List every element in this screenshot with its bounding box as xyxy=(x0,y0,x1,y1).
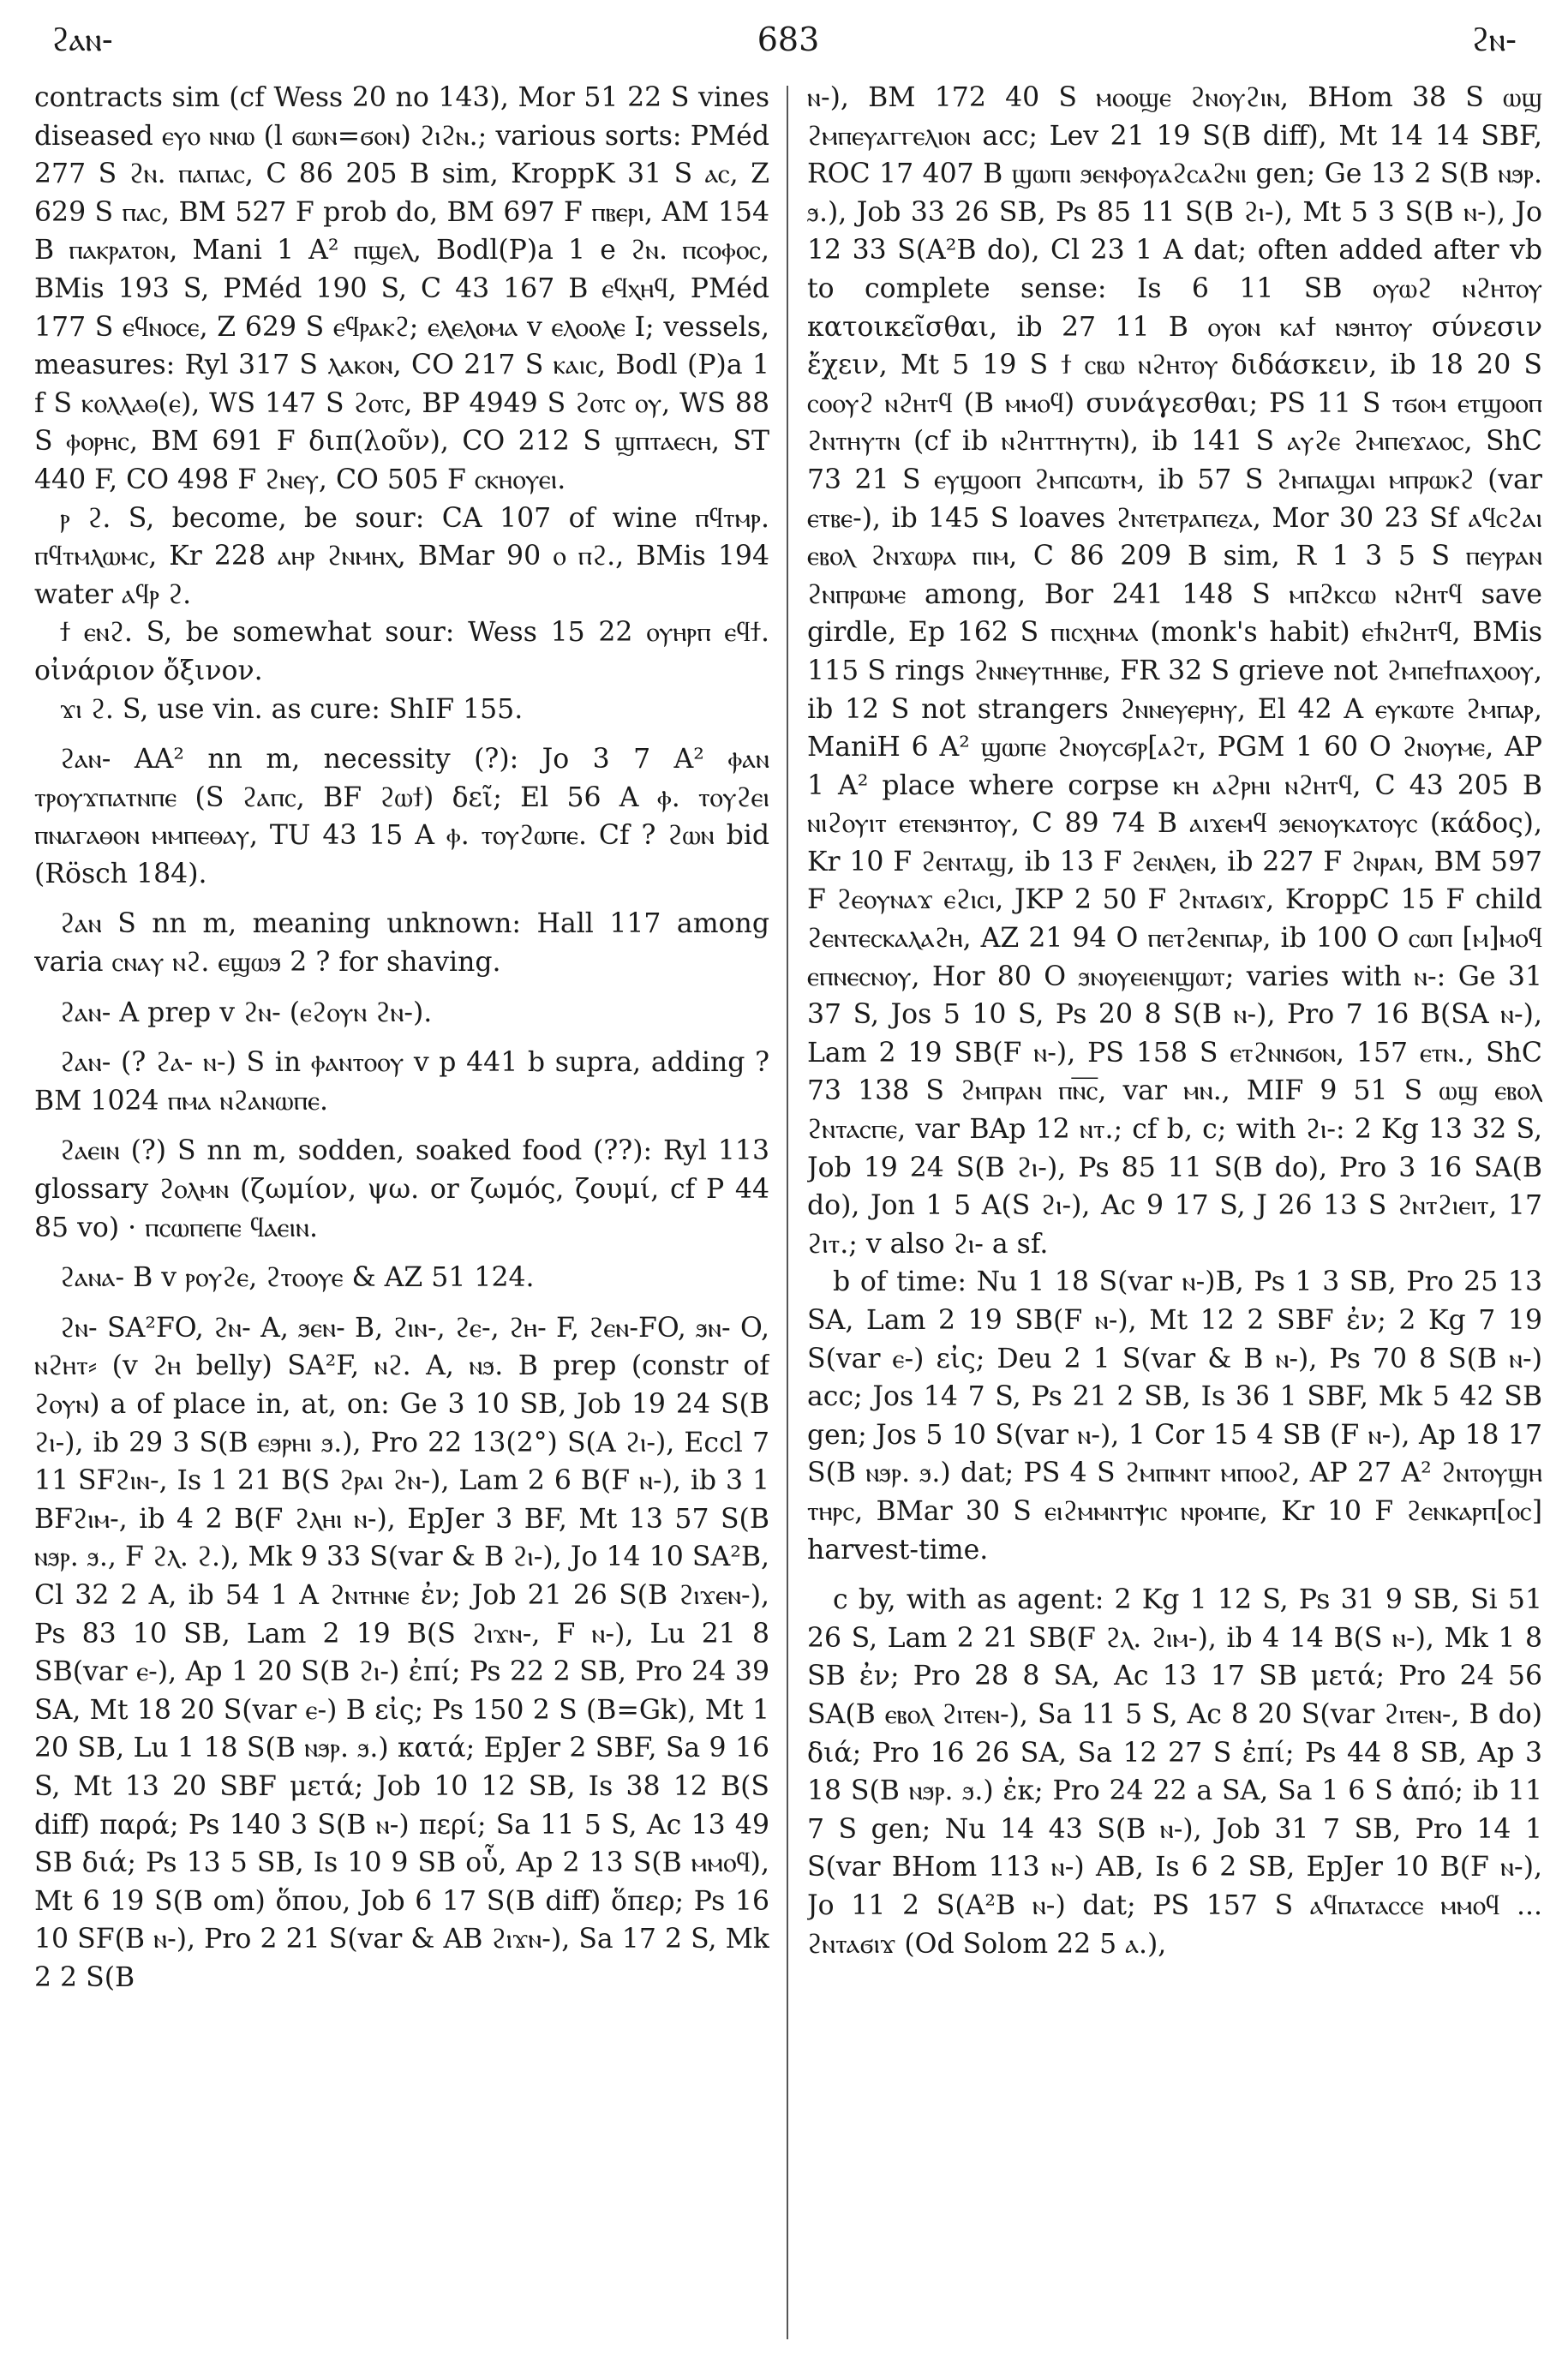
paragraph: ϯ ⲉⲛϩ. S, be somewhat sour: Wess 15 22 ⲟⲩⲏⲣⲡ ⲉϥϯ. οἰνάριον ὄξινον. xyxy=(34,617,769,686)
paragraph: b of time: Nu 1 18 S(var ⲛ-)B, Ps 1 3 SB, Pro 25 13 SA, Lam 2 19 SB(F ⲛ-), Mt 12 2 SBF ἐν; 2 Kg 7 19 S(var ⲉ-) εἰς; Deu 2 1 S(var & B ⲛ-), Ps 70 8 S(B ⲛ-) acc; Jos 14 7 S, Ps 21 2 SB, Is 36 1 SBF, Mk 5 42 SB gen; Jos 5 10 S(var ⲛ-), 1 Cor 15 4 SB (F ⲛ-), Ap 18 17 S(B ⲛϧⲣ. ϧ.) dat; PS 4 S ϩⲙⲡⲙⲛⲧ ⲙⲡⲟⲟϩ, AP 27 A² ϩⲛⲧⲟⲩϣⲏ ⲧⲏⲣⲥ, BMar 30 S ⲉⲓϩⲙⲙⲛⲧⲯⲓⲥ ⲛⲣⲟⲙⲡⲉ, Kr 10 F ϩⲉⲛⲕⲁⲣⲡ[ⲟⲥ] harvest-time. xyxy=(807,1266,1542,1566)
paragraph: ϩⲛ- SA²FO, ϩⲛ- A, ϧⲉⲛ- B, ϩⲓⲛ-, ϩⲉ-, ϩⲏ- F, ϩⲉⲛ-FO, ϧⲛ- O, ⲛϩⲏⲧ⸗ (v ϩⲏ belly) SA²F, ⲛϩ. A, ⲛϧ. B prep (constr of ϩⲟⲩⲛ) a of place in, at, on: Ge 3 10 SB, Job 19 24 S(B ϩⲓ-), ib 29 3 S(B ⲉϧⲣⲏⲓ ϧ.), Pro 22 13(2°) S(A ϩⲓ-), Eccl 7 11 SFϩⲓⲛ-, Is 1 21 B(S ϩⲣⲁⲓ ϩⲛ-), Lam 2 6 B(F ⲛ-), ib 3 1 BFϩⲓⲙ-, ib 4 2 B(F ϩⲗⲏⲓ ⲛ-), EpJer 3 BF, Mt 13 57 S(B ⲛϧⲣ. ϧ., F ϩⲗ. ϩ.), Mk 9 33 S(var & B ϩⲓ-), Jo 14 10 SA²B, Cl 32 2 A, ib 54 1 A ϩⲛⲧⲏⲛⲉ ἐν; Job 21 26 S(B ϩⲓϫⲉⲛ-), Ps 83 10 SB, Lam 2 19 B(S ϩⲓϫⲛ-, F ⲛ-), Lu 21 8 SB(var ⲉ-), Ap 1 20 S(B ϩⲓ-) ἐπί; Ps 22 2 SB, Pro 24 39 SA, Mt 18 20 S(var ⲉ-) B εἰς; Ps 150 2 S (B=Gk), Mt 1 20 SB, Lu 1 18 S(B ⲛϧⲣ. ϧ.) κατά; EpJer 2 SBF, Sa 9 16 S, Mt 13 20 SBF μετά; Job 10 12 SB, Is 38 12 B(S diff) παρά; Ps 140 3 S(B ⲛ-) περί; Sa 11 5 S, Ac 13 49 SB διά; Ps 13 5 SB, Is 10 9 SB οὗ, Ap 2 13 S(B ⲙⲙⲟϥ), Mt 6 19 S(B om) ὅπου, Job 6 17 S(B diff) ὅπερ; Ps 16 10 SF(B ⲛ-), Pro 2 21 S(var & AB ϩⲓϫⲛ-), Sa 17 2 S, Mk 2 2 S(B xyxy=(34,1312,769,1993)
header-right-headword: ϩⲛ- xyxy=(1471,21,1517,58)
paragraph: contracts sim (cf Wess 20 no 143), Mor 51 22 S vines diseased ⲉⲩⲟ ⲛⲛⲱ (l ϭⲱⲛ=ϭⲟⲛ) ϩⲓϩⲛ.; various sorts: PMéd 277 S ϩⲛ. ⲡⲁⲡⲁⲥ, C 86 205 B sim, KroppK 31 S ⲁⲥ, Z 629 S ⲡⲁⲥ, BM 527 F prob do, BM 697 F ⲡⲃⲉⲣⲓ, AM 154 B ⲡⲁⲕⲣⲁⲧⲟⲛ, Mani 1 A² ⲡϣⲉⲗ, Bodl(P)a 1 e ϩⲛ. ⲡⲥⲟⲫⲟⲥ, BMis 193 S, PMéd 190 S, C 43 167 B ⲉϥⲭⲏϥ, PMéd 177 S ⲉϥⲛⲟⲥⲉ, Z 629 S ⲉϥⲣⲁⲕϩ; ⲉⲗⲉⲗⲟⲙⲁ v ⲉⲗⲟⲟⲗⲉ I; vessels, measures: Ryl 317 S ⲗⲁⲕⲟⲛ, CO 217 S ⲕⲁⲓⲥ, Bodl (P)a 1 f S ⲕⲟⲗⲗⲁⲑ(ⲉ), WS 147 S ϩⲟⲧⲥ, BP 4949 S ϩⲟⲧⲥ ⲟⲩ, WS 88 S ⲫⲟⲣⲏⲥ, BM 691 F διπ(λοῦν), CO 212 S ϣⲡⲧⲁⲉⲥⲏ, ST 440 F, CO 498 F ϩⲛⲉⲩ, CO 505 F ⲥⲕⲏⲟⲩⲉⲓ. xyxy=(34,82,769,495)
paragraph: ϩⲁⲛ- AA² nn m, necessity (?): Jo 3 7 A² ⲫⲁⲛ ⲧⲣⲟⲩϫⲡⲁⲧⲛⲡⲉ (S ϩⲁⲡⲥ, BF ϩⲱϯ) δεῖ; El 56 A ⲫ. ⲧⲟⲩϩⲉⲓ ⲡⲛⲁⲅⲁⲑⲟⲛ ⲙⲙⲡⲉⲑⲁⲩ, TU 43 15 A ⲫ. ⲧⲟⲩϩⲱⲡⲉ. Cf ? ϩⲱⲛ bid (Rösch 184). xyxy=(34,744,769,889)
paragraph: ϩⲁⲛ S nn m, meaning unknown: Hall 117 among varia ⲥⲛⲁⲩ ⲛϩ. ⲉϣⲱϧ 2 ? for shaving. xyxy=(34,908,769,979)
paragraph: ϩⲁⲉⲓⲛ (?) S nn m, sodden, soaked food (??): Ryl 113 glossary ϩⲟⲗⲙⲛ (ζωμίον, ψω. or ζωμός, ζουμί, cf P 44 85 vo) · ⲡⲥⲱⲡⲉⲡⲉ ϥⲁⲉⲓⲛ. xyxy=(34,1135,769,1243)
paragraph: c by, with as agent: 2 Kg 1 12 S, Ps 31 9 SB, Si 51 26 S, Lam 2 21 SB(F ϩⲗ. ϩⲓⲙ-), ib 4 14 B(S ⲛ-), Mk 1 8 SB ἐν; Pro 28 8 SA, Ac 13 17 SB μετά; Pro 24 56 SA(B ⲉⲃⲟⲗ ϩⲓⲧⲉⲛ-), Sa 11 5 S, Ac 8 20 S(var ϩⲓⲧⲉⲛ-, B do) διά; Pro 16 26 SA, Sa 12 27 S ἐπί; Ps 44 8 SB, Ap 3 18 S(B ⲛϧⲣ. ϧ.) ἐκ; Pro 24 22 a SA, Sa 1 6 S ἀπό; ib 11 7 S gen; Nu 14 43 S(B ⲛ-), Job 31 7 SB, Pro 14 1 S(var BHom 113 ⲛ-) AB, Is 6 2 SB, EpJer 10 B(F ⲛ-), Jo 11 2 S(A²B ⲛ-) dat; PS 157 S ⲁϥⲡⲁⲧⲁⲥⲥⲉ ⲙⲙⲟϥ ... ϩⲛⲧⲁϭⲓϫ (Od Solom 22 5 ⲁ.), xyxy=(807,1584,1542,1960)
right-column xyxy=(807,79,1542,2341)
header-left-headword: ϩⲁⲛ- xyxy=(51,21,113,58)
paragraph: ⲛ-), BM 172 40 S ⲙⲟⲟϣⲉ ϩⲛⲟⲩϩⲓⲛ, BHom 38 S ⲱϣ ϩⲙⲡⲉⲩⲁⲅⲅⲉⲗⲓⲟⲛ acc; Lev 21 19 S(B diff), Mt 14 14 SBF, ROC 17 407 B ϣⲱⲡⲓ ϧⲉⲛⲫⲟⲩⲁϩⲥⲁϩⲛⲓ gen; Ge 13 2 S(B ⲛϧⲣ. ϧ.), Job 33 26 SB, Ps 85 11 S(B ϩⲓ-), Mt 5 3 S(B ⲛ-), Jo 12 33 S(A²B do), Cl 23 1 A dat; often added after vb to complete sense: Is 6 11 SB ⲟⲩⲱϩ ⲛϩⲏⲧⲟⲩ κατοικεῖσθαι, ib 27 11 B ⲟⲩⲟⲛ ⲕⲁϯ ⲛϧⲏⲧⲟⲩ σύνεσιν ἔχειν, Mt 5 19 S ϯ ⲥⲃⲱ ⲛϩⲏⲧⲟⲩ διδάσκειν, ib 18 20 S ⲥⲟⲟⲩϩ ⲛϩⲏⲧϥ (B ⲙⲙⲟϥ) συνάγεσθαι; PS 11 S ⲧϭⲟⲙ ⲉⲧϣⲟⲟⲡ ϩⲛⲧⲏⲩⲧⲛ (cf ib ⲛϩⲏⲧⲧⲏⲩⲧⲛ), ib 141 S ⲁⲩϩⲉ ϩⲙⲡⲉϫⲁⲟⲥ, ShC 73 21 S ⲉⲩϣⲟⲟⲡ ϩⲙⲡⲥⲱⲧⲙ, ib 57 S ϩⲙⲡⲁϣⲁⲓ ⲙⲡⲣⲱⲕϩ (var ⲉⲧⲃⲉ-), ib 145 S loaves ϩⲛⲧⲉⲧⲣⲁⲡⲉⲍⲁ, Mor 30 23 Sf ⲁϥⲥϩⲁⲓ ⲉⲃⲟⲗ ϩⲛϫⲱⲣⲁ ⲡⲓⲙ, C 86 209 B sim, R 1 3 5 S ⲡⲉⲩⲣⲁⲛ ϩⲛⲡⲣⲱⲙⲉ among, Bor 241 148 S ⲙⲡϩⲕⲥⲱ ⲛϩⲏⲧϥ save girdle, Ep 162 S ⲡⲓⲥⲭⲏⲙⲁ (monk's habit) ⲉϯⲛϩⲏⲧϥ, BMis 115 S rings ϩⲛⲛⲉⲩⲧⲏⲏⲃⲉ, FR 32 S grieve not ϩⲙⲡⲉϯⲡⲁⲭⲟⲟⲩ, ib 12 S not strangers ϩⲛⲛⲉⲩⲉⲣⲏⲩ, El 42 A ⲉⲩⲕⲱⲧⲉ ϩⲙⲡⲁⲣ, ManiH 6 A² ϣⲱⲡⲉ ϩⲛⲟⲩⲥϭⲣ[ⲁϩⲧ, PGM 1 60 O ϩⲛⲟⲩⲙⲉ, AP 1 A² place where corpse ⲕⲏ ⲁϩⲣⲏⲓ ⲛϩⲏⲧϥ, C 43 205 B ⲛⲓϩⲟⲩⲓⲧ ⲉⲧⲉⲛϧⲏⲧⲟⲩ, C 89 74 B ⲁⲓϫⲉⲙϥ ϧⲉⲛⲟⲩⲕⲁⲧⲟⲩⲥ (κάδος), Kr 10 F ϩⲉⲛⲧⲁϣ, ib 13 F ϩⲉⲛⲗⲉⲛ, ib 227 F ϩⲛⲣⲁⲛ, BM 597 F ϩⲉⲟⲩⲛⲁϫ ⲉϩⲓⲥⲓ, JKP 2 50 F ϩⲛⲧⲁϭⲓϫ, KroppC 15 F child ϩⲉⲛⲧⲉⲥⲕⲁⲗⲁϩⲏ, AZ 21 94 O ⲡⲉⲧϩⲉⲛⲡⲁⲣ, ib 100 O ⲥⲱⲡ [ⲙ]ⲙⲟϥ ⲉⲡⲛⲉⲥⲛⲟⲩ, Hor 80 O ϧⲛⲟⲩⲉⲓⲉⲛϣⲱⲧ; varies with ⲛ-: Ge 31 37 S, Jos 5 10 S, Ps 20 8 S(B ⲛ-), Pro 7 16 B(SA ⲛ-), Lam 2 19 SB(F ⲛ-), PS 158 S ⲉⲧϩⲛⲛϭⲟⲛ, 157 ⲉⲧⲛ., ShC 73 138 S ϩⲙⲡⲣⲁⲛ ⲡⲛ̅ⲥ̅, var ⲙⲛ., MIF 9 51 S ⲱϣ ⲉⲃⲟⲗ ϩⲛⲧⲁⲥⲡⲉ, var BAp 12 ⲛⲧ.; cf b, c; with ϩⲓ-: 2 Kg 13 32 S, Job 19 24 S(B ϩⲓ-), Ps 85 11 S(B do), Pro 3 16 SA(B do), Jon 1 5 A(S ϩⲓ-), Ac 9 17 S, J 26 13 S ϩⲛⲧϩⲓⲉⲓⲧ, 17 ϩⲓⲧ.; v also ϩⲓ- a sf. xyxy=(807,82,1542,1260)
left-column xyxy=(34,79,769,2341)
dictionary-page xyxy=(34,17,1542,2348)
page-header xyxy=(34,17,1542,69)
page-number: 683 xyxy=(757,21,820,58)
paragraph: ⲣ ϩ. S, become, be sour: CA 107 of wine ⲡϥⲧⲙⲣ. ⲡϥⲧⲙⲗⲱⲙⲥ, Kr 228 ⲁⲏⲣ ϩⲛⲙⲏⲭ, BMar 90 ⲟ ⲡϩ., BMis 194 water ⲁϥⲣ ϩ. xyxy=(34,502,769,610)
paragraph: ϩⲁⲛⲁ- B v ⲣⲟⲩϩⲉ, ϩⲧⲟⲟⲩⲉ & AZ 51 124. xyxy=(60,1262,535,1294)
paragraph: ϩⲁⲛ- (? ϩⲁ- ⲛ-) S in ⲫⲁⲛⲧⲟⲟⲩ v p 441 b supra, adding ? BM 1024 ⲡⲙⲁ ⲛϩⲁⲛⲱⲡⲉ. xyxy=(34,1047,769,1117)
paragraph: ϫⲓ ϩ. S, use vin. as cure: ShIF 155. xyxy=(60,693,524,725)
paragraph: ϩⲁⲛ- A prep v ϩⲛ- (ⲉϩⲟⲩⲛ ϩⲛ-). xyxy=(60,997,433,1028)
column-divider xyxy=(787,86,788,2339)
